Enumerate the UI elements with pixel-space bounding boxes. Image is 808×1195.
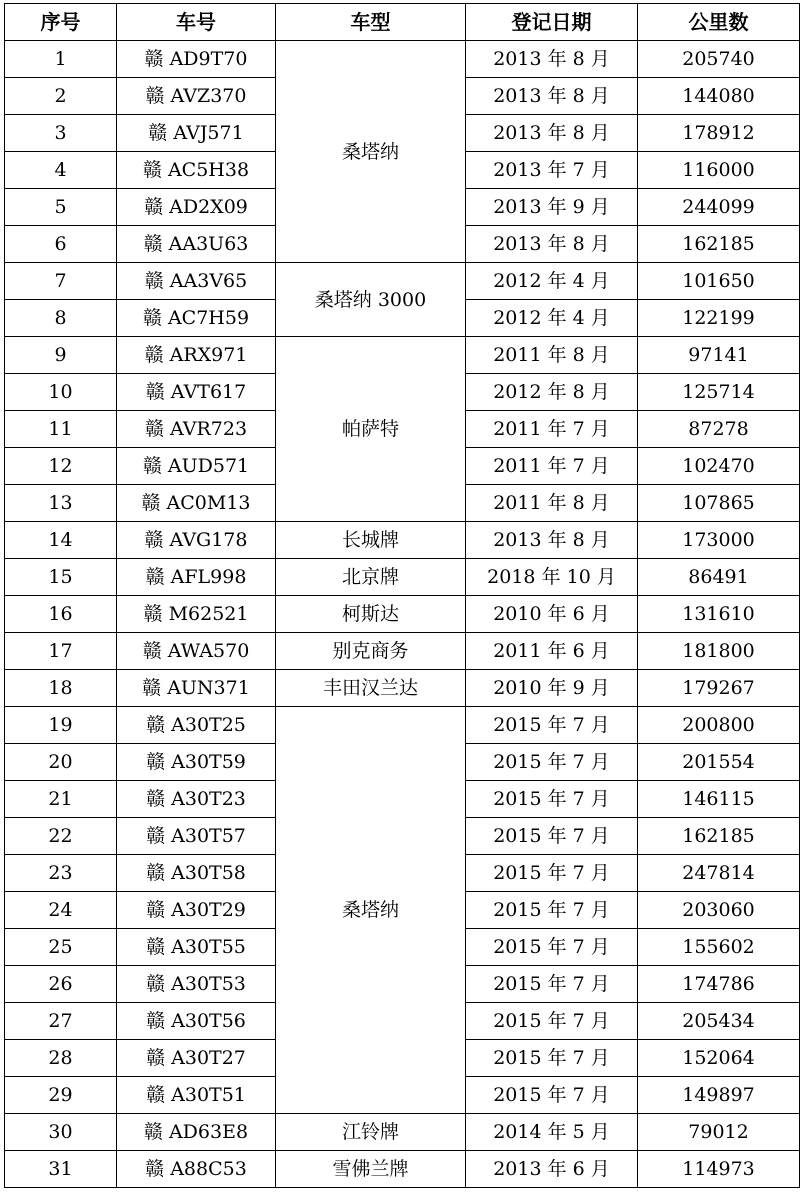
cell-reg-date: 2013 年 7 月 [466, 152, 638, 189]
cell-index: 22 [5, 818, 117, 855]
cell-index: 1 [5, 41, 117, 78]
header-reg-date: 登记日期 [466, 4, 638, 41]
cell-index: 27 [5, 1003, 117, 1040]
header-model: 车型 [276, 4, 466, 41]
table-row [5, 596, 800, 633]
cell-plate: 赣 A30T53 [117, 966, 276, 1003]
cell-index: 2 [5, 78, 117, 115]
cell-reg-date: 2014 年 5 月 [466, 1114, 638, 1151]
cell-plate: 赣 A30T56 [117, 1003, 276, 1040]
cell-plate: 赣 AVZ370 [117, 78, 276, 115]
cell-plate: 赣 AD63E8 [117, 1114, 276, 1151]
cell-plate: 赣 AVR723 [117, 411, 276, 448]
cell-mileage: 203060 [638, 892, 800, 929]
cell-reg-date: 2011 年 8 月 [466, 337, 638, 374]
cell-mileage: 144080 [638, 78, 800, 115]
cell-plate: 赣 AVT617 [117, 374, 276, 411]
cell-reg-date: 2010 年 6 月 [466, 596, 638, 633]
cell-reg-date: 2013 年 8 月 [466, 226, 638, 263]
table-body [5, 41, 800, 1188]
cell-mileage: 155602 [638, 929, 800, 966]
cell-plate: 赣 A30T29 [117, 892, 276, 929]
header-plate: 车号 [117, 4, 276, 41]
table-row [5, 1151, 800, 1188]
table-row [5, 559, 800, 596]
table-row [5, 1114, 800, 1151]
cell-plate: 赣 AVJ571 [117, 115, 276, 152]
cell-model: 柯斯达 [276, 596, 466, 633]
cell-plate: 赣 A30T57 [117, 818, 276, 855]
cell-reg-date: 2012 年 4 月 [466, 263, 638, 300]
cell-index: 7 [5, 263, 117, 300]
cell-plate: 赣 AUD571 [117, 448, 276, 485]
cell-mileage: 87278 [638, 411, 800, 448]
cell-plate: 赣 AC5H38 [117, 152, 276, 189]
cell-reg-date: 2011 年 8 月 [466, 485, 638, 522]
cell-reg-date: 2011 年 6 月 [466, 633, 638, 670]
header-row [5, 4, 800, 41]
cell-index: 16 [5, 596, 117, 633]
cell-reg-date: 2012 年 4 月 [466, 300, 638, 337]
cell-reg-date: 2015 年 7 月 [466, 929, 638, 966]
cell-index: 29 [5, 1077, 117, 1114]
cell-index: 13 [5, 485, 117, 522]
cell-mileage: 162185 [638, 818, 800, 855]
cell-reg-date: 2013 年 9 月 [466, 189, 638, 226]
table-row [5, 633, 800, 670]
cell-index: 4 [5, 152, 117, 189]
cell-plate: 赣 AA3V65 [117, 263, 276, 300]
vehicle-table [4, 3, 800, 1188]
cell-mileage: 97141 [638, 337, 800, 374]
cell-index: 21 [5, 781, 117, 818]
cell-model: 桑塔纳 [276, 707, 466, 1114]
cell-model: 帕萨特 [276, 337, 466, 522]
cell-reg-date: 2011 年 7 月 [466, 411, 638, 448]
cell-plate: 赣 A30T59 [117, 744, 276, 781]
cell-index: 25 [5, 929, 117, 966]
cell-mileage: 114973 [638, 1151, 800, 1188]
cell-reg-date: 2013 年 8 月 [466, 522, 638, 559]
cell-index: 17 [5, 633, 117, 670]
cell-mileage: 162185 [638, 226, 800, 263]
cell-reg-date: 2015 年 7 月 [466, 1040, 638, 1077]
cell-index: 30 [5, 1114, 117, 1151]
cell-mileage: 125714 [638, 374, 800, 411]
cell-reg-date: 2015 年 7 月 [466, 1077, 638, 1114]
cell-model: 江铃牌 [276, 1114, 466, 1151]
cell-mileage: 101650 [638, 263, 800, 300]
cell-mileage: 174786 [638, 966, 800, 1003]
table-row [5, 670, 800, 707]
cell-reg-date: 2013 年 8 月 [466, 78, 638, 115]
cell-model: 丰田汉兰达 [276, 670, 466, 707]
cell-reg-date: 2018 年 10 月 [466, 559, 638, 596]
cell-mileage: 247814 [638, 855, 800, 892]
cell-plate: 赣 A88C53 [117, 1151, 276, 1188]
cell-index: 24 [5, 892, 117, 929]
cell-mileage: 201554 [638, 744, 800, 781]
cell-index: 15 [5, 559, 117, 596]
cell-mileage: 179267 [638, 670, 800, 707]
cell-mileage: 200800 [638, 707, 800, 744]
cell-mileage: 178912 [638, 115, 800, 152]
cell-mileage: 244099 [638, 189, 800, 226]
cell-model: 雪佛兰牌 [276, 1151, 466, 1188]
cell-index: 18 [5, 670, 117, 707]
cell-mileage: 181800 [638, 633, 800, 670]
cell-mileage: 205740 [638, 41, 800, 78]
cell-mileage: 122199 [638, 300, 800, 337]
cell-mileage: 86491 [638, 559, 800, 596]
cell-reg-date: 2013 年 6 月 [466, 1151, 638, 1188]
cell-index: 5 [5, 189, 117, 226]
cell-model: 桑塔纳 3000 [276, 263, 466, 337]
cell-mileage: 79012 [638, 1114, 800, 1151]
cell-model: 桑塔纳 [276, 41, 466, 263]
cell-plate: 赣 A30T58 [117, 855, 276, 892]
cell-plate: 赣 A30T25 [117, 707, 276, 744]
cell-index: 9 [5, 337, 117, 374]
cell-mileage: 131610 [638, 596, 800, 633]
cell-plate: 赣 AD2X09 [117, 189, 276, 226]
table-header [5, 4, 800, 41]
cell-reg-date: 2013 年 8 月 [466, 41, 638, 78]
cell-plate: 赣 AA3U63 [117, 226, 276, 263]
cell-mileage: 102470 [638, 448, 800, 485]
cell-mileage: 152064 [638, 1040, 800, 1077]
cell-mileage: 173000 [638, 522, 800, 559]
cell-plate: 赣 A30T55 [117, 929, 276, 966]
cell-reg-date: 2010 年 9 月 [466, 670, 638, 707]
cell-reg-date: 2011 年 7 月 [466, 448, 638, 485]
cell-plate: 赣 A30T51 [117, 1077, 276, 1114]
cell-reg-date: 2013 年 8 月 [466, 115, 638, 152]
cell-model: 长城牌 [276, 522, 466, 559]
cell-reg-date: 2015 年 7 月 [466, 818, 638, 855]
cell-plate: 赣 AC7H59 [117, 300, 276, 337]
cell-reg-date: 2015 年 7 月 [466, 1003, 638, 1040]
cell-plate: 赣 AC0M13 [117, 485, 276, 522]
cell-plate: 赣 M62521 [117, 596, 276, 633]
table-row [5, 263, 800, 300]
cell-reg-date: 2015 年 7 月 [466, 966, 638, 1003]
cell-index: 11 [5, 411, 117, 448]
cell-plate: 赣 A30T27 [117, 1040, 276, 1077]
cell-model: 别克商务 [276, 633, 466, 670]
cell-index: 6 [5, 226, 117, 263]
header-mileage: 公里数 [638, 4, 800, 41]
cell-reg-date: 2015 年 7 月 [466, 781, 638, 818]
cell-plate: 赣 A30T23 [117, 781, 276, 818]
table-row [5, 337, 800, 374]
cell-plate: 赣 AD9T70 [117, 41, 276, 78]
cell-index: 10 [5, 374, 117, 411]
table-row [5, 522, 800, 559]
cell-reg-date: 2015 年 7 月 [466, 744, 638, 781]
cell-index: 31 [5, 1151, 117, 1188]
header-index: 序号 [5, 4, 117, 41]
cell-plate: 赣 AFL998 [117, 559, 276, 596]
table-row [5, 41, 800, 78]
cell-index: 26 [5, 966, 117, 1003]
cell-reg-date: 2015 年 7 月 [466, 707, 638, 744]
cell-index: 14 [5, 522, 117, 559]
cell-reg-date: 2015 年 7 月 [466, 892, 638, 929]
cell-reg-date: 2012 年 8 月 [466, 374, 638, 411]
cell-index: 20 [5, 744, 117, 781]
cell-plate: 赣 AVG178 [117, 522, 276, 559]
cell-index: 3 [5, 115, 117, 152]
cell-index: 23 [5, 855, 117, 892]
cell-mileage: 149897 [638, 1077, 800, 1114]
cell-model: 北京牌 [276, 559, 466, 596]
cell-mileage: 116000 [638, 152, 800, 189]
cell-index: 28 [5, 1040, 117, 1077]
cell-mileage: 107865 [638, 485, 800, 522]
cell-mileage: 146115 [638, 781, 800, 818]
cell-index: 19 [5, 707, 117, 744]
cell-reg-date: 2015 年 7 月 [466, 855, 638, 892]
cell-plate: 赣 ARX971 [117, 337, 276, 374]
cell-index: 8 [5, 300, 117, 337]
cell-plate: 赣 AUN371 [117, 670, 276, 707]
cell-mileage: 205434 [638, 1003, 800, 1040]
cell-plate: 赣 AWA570 [117, 633, 276, 670]
cell-index: 12 [5, 448, 117, 485]
table-row [5, 707, 800, 744]
